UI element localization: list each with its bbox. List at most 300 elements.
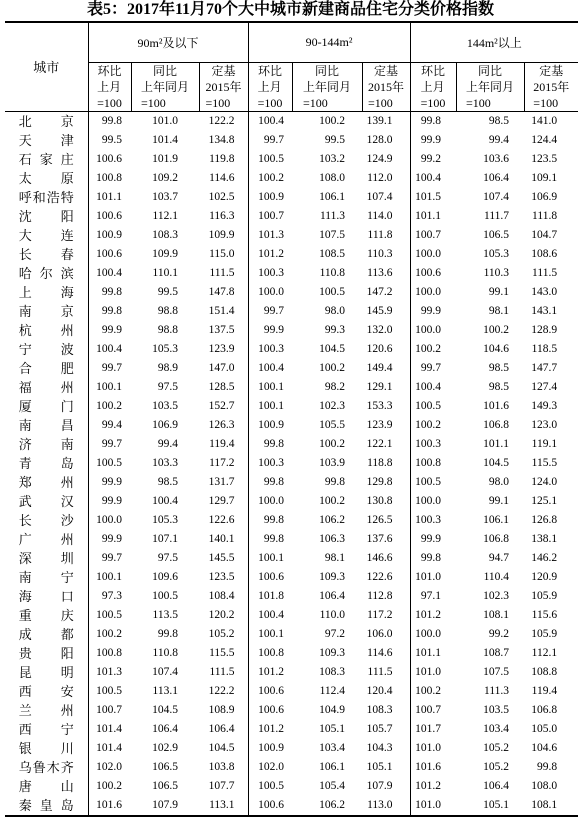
value-90-144-mom: 100.1 (248, 397, 292, 416)
city-name: 济南 (18, 436, 74, 452)
value-144-above-mom: 101.5 (410, 188, 456, 207)
value-144-above-yoy: 105.2 (483, 741, 510, 754)
city-name: 青岛 (18, 455, 74, 471)
city-name: 南昌 (18, 417, 74, 433)
value-90-144-fixed-base: 129.8 (366, 475, 393, 488)
value-144-above-fixed-base: 138.1 (531, 532, 558, 545)
city-cell (5, 796, 88, 816)
value-90-below-fixed-base: 115.5 (209, 646, 235, 659)
value-90-144-fixed-base: 105.7 (366, 722, 393, 735)
value-144-above-yoy: 98.1 (488, 304, 510, 317)
city-name: 太原 (18, 170, 74, 186)
value-90-below-yoy: 113.1 (152, 684, 178, 697)
value-144-above-mom: 101.1 (410, 207, 456, 226)
value-90-below-yoy: 106.4 (152, 722, 178, 735)
value-90-below-yoy: 101.4 (152, 133, 178, 146)
city-cell (5, 359, 88, 378)
city-name: 银川 (18, 740, 74, 756)
value-144-above-yoy: 98.5 (488, 361, 510, 374)
value-90-below-mom: 99.9 (88, 530, 131, 549)
city-cell (5, 378, 88, 397)
city-cell (5, 587, 88, 606)
city-cell (5, 454, 88, 473)
value-144-above-fixed-base: 105.9 (531, 627, 558, 640)
table-row (5, 454, 578, 473)
value-144-above-mom: 100.0 (410, 245, 456, 264)
value-144-above-yoy: 102.3 (483, 589, 510, 602)
city-name: 哈尔滨 (18, 265, 74, 281)
value-90-below-fixed-base: 122.2 (208, 684, 235, 697)
city-name: 昆明 (18, 664, 74, 680)
value-90-below-yoy: 99.5 (157, 285, 178, 298)
value-144-above-mom: 97.1 (410, 587, 456, 606)
value-90-below-yoy: 104.5 (152, 703, 178, 716)
group-header-90-below: 90m²及以下 (88, 22, 248, 62)
city-name: 呼和浩特 (18, 189, 74, 205)
table-row (5, 625, 578, 644)
value-90-below-yoy: 100.5 (152, 589, 178, 602)
value-90-below-fixed-base: 120.2 (208, 608, 235, 621)
value-144-above-mom: 99.7 (410, 359, 456, 378)
value-90-144-fixed-base: 124.9 (366, 152, 393, 165)
value-90-144-fixed-base: 114.6 (367, 646, 393, 659)
value-144-above-mom: 100.5 (410, 397, 456, 416)
value-90-144-yoy: 108.3 (319, 665, 346, 678)
value-90-144-yoy: 110.8 (319, 266, 346, 279)
city-name: 兰州 (18, 702, 74, 718)
value-144-above-fixed-base: 106.8 (531, 703, 558, 716)
table-row (5, 549, 578, 568)
value-90-144-fixed-base: 107.9 (366, 779, 393, 792)
city-cell (5, 302, 88, 321)
value-90-144-fixed-base: 110.3 (367, 247, 393, 260)
value-144-above-mom: 100.8 (410, 454, 456, 473)
value-144-above-mom: 100.4 (410, 169, 456, 188)
city-name: 贵阳 (18, 645, 74, 661)
value-90-144-fixed-base: 145.9 (366, 304, 393, 317)
subheader-90-below-fixed-base (199, 62, 248, 111)
value-90-below-fixed-base: 106.4 (208, 722, 235, 735)
subheader-label: 定基 (211, 63, 236, 78)
table-row (5, 663, 578, 682)
city-cell (5, 416, 88, 435)
value-90-below-yoy: 98.5 (157, 475, 178, 488)
value-90-below-yoy: 105.3 (152, 342, 178, 355)
subheader-label: 环比 (421, 63, 446, 78)
subheader-label: 同比 (315, 63, 340, 78)
value-144-above-yoy: 106.4 (483, 171, 510, 184)
base-period-line: 上年同月 (466, 79, 515, 94)
value-90-below-fixed-base: 108.4 (208, 589, 235, 602)
value-90-144-fixed-base: 105.1 (366, 760, 393, 773)
value-144-above-yoy: 106.1 (483, 513, 510, 526)
value-90-144-mom: 100.9 (248, 416, 292, 435)
value-90-below-mom: 100.6 (88, 150, 131, 169)
value-144-above-mom: 101.7 (410, 720, 456, 739)
base-period-line: 2015年 (205, 79, 242, 94)
value-90-144-fixed-base: 147.2 (366, 285, 393, 298)
value-90-below-mom: 100.2 (88, 625, 131, 644)
value-144-above-fixed-base: 119.1 (531, 437, 558, 450)
table-row (5, 606, 578, 625)
value-144-above-fixed-base: 124.4 (531, 133, 558, 146)
base-period-label (303, 79, 351, 111)
value-90-144-fixed-base: 153.3 (366, 399, 393, 412)
value-144-above-fixed-base: 108.0 (531, 779, 558, 792)
table-row (5, 758, 578, 777)
city-cell (5, 720, 88, 739)
value-144-above-fixed-base: 147.7 (531, 361, 558, 374)
value-90-144-fixed-base: 113.0 (367, 798, 393, 811)
value-90-below-yoy: 103.5 (152, 399, 178, 412)
value-90-below-fixed-base: 104.5 (208, 741, 235, 754)
value-90-below-fixed-base: 111.5 (209, 266, 235, 279)
value-90-below-fixed-base: 113.1 (209, 798, 235, 811)
value-144-above-mom: 101.2 (410, 606, 456, 625)
value-144-above-fixed-base: 124.0 (531, 475, 558, 488)
value-90-144-yoy: 112.4 (319, 684, 346, 697)
value-144-above-fixed-base: 108.8 (531, 665, 558, 678)
value-90-144-mom: 99.8 (248, 435, 292, 454)
base-period-line: =100 (140, 95, 166, 110)
value-90-below-mom: 100.6 (88, 207, 131, 226)
value-144-above-yoy: 104.6 (483, 342, 510, 355)
value-144-above-yoy: 103.5 (483, 703, 510, 716)
value-144-above-mom: 101.6 (410, 758, 456, 777)
value-90-below-yoy: 107.9 (152, 798, 178, 811)
value-90-below-mom: 100.6 (88, 245, 131, 264)
city-name: 宁波 (18, 341, 74, 357)
value-90-below-mom: 101.6 (88, 796, 131, 816)
value-144-above-fixed-base: 128.9 (531, 323, 558, 336)
value-90-144-yoy: 106.4 (319, 589, 346, 602)
table-header (5, 22, 578, 111)
value-90-144-yoy: 100.2 (319, 114, 346, 127)
value-144-above-mom: 100.3 (410, 435, 456, 454)
value-90-below-fixed-base: 107.7 (208, 779, 235, 792)
value-144-above-fixed-base: 123.5 (531, 152, 558, 165)
base-period-label (141, 79, 189, 111)
table-body (5, 111, 578, 816)
value-90-below-yoy: 102.9 (152, 741, 178, 754)
value-90-144-yoy: 105.5 (319, 418, 346, 431)
city-name: 长春 (18, 246, 74, 262)
value-144-above-fixed-base: 104.6 (531, 741, 558, 754)
value-90-144-yoy: 104.5 (319, 342, 346, 355)
city-name: 郑州 (18, 474, 74, 490)
value-90-below-mom: 99.8 (88, 111, 131, 131)
value-90-below-mom: 100.1 (88, 568, 131, 587)
value-90-below-fixed-base: 119.8 (209, 152, 235, 165)
base-period-line: 上年同月 (303, 79, 352, 94)
subheader-label: 定基 (539, 63, 564, 78)
value-144-above-yoy: 99.1 (488, 285, 510, 298)
value-90-below-mom: 99.7 (88, 359, 131, 378)
value-90-144-yoy: 109.3 (319, 646, 346, 659)
value-90-144-mom: 100.6 (248, 701, 292, 720)
value-144-above-fixed-base: 126.8 (531, 513, 558, 526)
value-90-below-yoy: 98.9 (157, 361, 178, 374)
value-90-below-fixed-base: 117.2 (209, 456, 235, 469)
value-144-above-fixed-base: 143.1 (531, 304, 558, 317)
subheader-label: 同比 (478, 63, 503, 78)
city-name: 合肥 (18, 360, 74, 376)
value-90-144-fixed-base: 111.8 (367, 228, 393, 241)
city-name: 南宁 (18, 569, 74, 585)
city-name: 南京 (18, 303, 74, 319)
table-row (5, 473, 578, 492)
value-90-below-fixed-base: 147.0 (208, 361, 235, 374)
table-row (5, 739, 578, 758)
value-90-below-yoy: 101.0 (152, 114, 178, 127)
base-period-label (206, 79, 242, 111)
city-name: 天津 (18, 132, 74, 148)
group-header-90-144: 90-144m² (248, 22, 410, 62)
value-90-144-yoy: 99.5 (324, 133, 346, 146)
value-90-below-yoy: 108.3 (152, 228, 178, 241)
value-144-above-yoy: 106.8 (483, 532, 510, 545)
value-144-above-yoy: 111.7 (484, 209, 510, 222)
value-90-144-mom: 100.1 (248, 549, 292, 568)
value-90-144-yoy: 106.3 (319, 532, 346, 545)
base-period-label (533, 79, 569, 111)
value-90-144-yoy: 106.2 (319, 798, 346, 811)
value-144-above-mom: 100.0 (410, 283, 456, 302)
value-90-144-mom: 101.2 (248, 245, 292, 264)
value-90-below-yoy: 103.3 (152, 456, 178, 469)
value-90-below-mom: 99.8 (88, 283, 131, 302)
value-90-144-yoy: 108.5 (319, 247, 346, 260)
value-90-144-yoy: 111.3 (319, 209, 346, 222)
value-90-below-mom: 99.9 (88, 473, 131, 492)
value-90-144-yoy: 103.4 (319, 741, 346, 754)
city-name: 武汉 (18, 493, 74, 509)
value-144-above-yoy: 111.3 (484, 684, 510, 697)
value-90-144-yoy: 98.0 (324, 304, 346, 317)
value-90-144-fixed-base: 112.0 (367, 171, 393, 184)
value-144-above-yoy: 106.8 (483, 418, 510, 431)
value-144-above-fixed-base: 115.6 (531, 608, 558, 621)
city-name: 西安 (18, 683, 74, 699)
price-index-table (5, 21, 578, 817)
value-90-144-yoy: 98.2 (324, 380, 346, 393)
value-90-144-fixed-base: 123.9 (366, 418, 393, 431)
value-90-below-fixed-base: 128.5 (208, 380, 235, 393)
value-90-below-fixed-base: 116.3 (209, 209, 235, 222)
subheader-90-below-yoy (131, 62, 199, 111)
city-cell (5, 606, 88, 625)
group-header-row (5, 22, 578, 62)
value-90-below-mom: 99.7 (88, 549, 131, 568)
value-90-144-fixed-base: 108.3 (366, 703, 393, 716)
base-period-line: 上月 (97, 79, 122, 94)
value-90-below-yoy: 98.8 (157, 323, 178, 336)
value-90-144-yoy: 110.0 (319, 608, 346, 621)
base-period-label (258, 79, 283, 111)
base-period-line: 上月 (420, 79, 445, 94)
city-cell (5, 283, 88, 302)
value-90-below-mom: 101.1 (88, 188, 131, 207)
value-144-above-mom: 101.2 (410, 777, 456, 796)
table-row (5, 111, 578, 131)
value-90-144-mom: 101.8 (248, 587, 292, 606)
value-90-below-yoy: 105.3 (152, 513, 178, 526)
value-90-144-yoy: 103.2 (319, 152, 346, 165)
value-144-above-yoy: 110.4 (483, 570, 510, 583)
city-cell (5, 435, 88, 454)
value-144-above-fixed-base: 111.8 (532, 209, 558, 222)
value-90-below-mom: 102.0 (88, 758, 131, 777)
value-90-144-mom: 101.2 (248, 663, 292, 682)
value-90-below-mom: 100.4 (88, 264, 131, 283)
value-90-144-fixed-base: 137.6 (366, 532, 393, 545)
city-name: 秦皇岛 (18, 797, 74, 813)
city-cell (5, 568, 88, 587)
value-90-144-yoy: 106.1 (319, 190, 346, 203)
value-144-above-yoy: 100.2 (483, 323, 510, 336)
city-cell (5, 682, 88, 701)
subheader-label: 环比 (258, 63, 283, 78)
value-144-above-yoy: 103.6 (483, 152, 510, 165)
value-144-above-fixed-base: 125.1 (531, 494, 558, 507)
value-144-above-mom: 100.7 (410, 226, 456, 245)
value-144-above-fixed-base: 115.5 (531, 456, 558, 469)
value-144-above-yoy: 98.5 (488, 380, 510, 393)
value-90-below-mom: 100.2 (88, 777, 131, 796)
value-90-below-yoy: 106.5 (152, 760, 178, 773)
base-period-line: =100 (257, 95, 283, 110)
subheader-90-144-fixed-base (362, 62, 410, 111)
table-title: 表5：2017年11月70个大中城市新建商品住宅分类价格指数 (86, 1, 495, 18)
base-period-line: =100 (420, 95, 446, 110)
value-90-below-fixed-base: 137.5 (208, 323, 235, 336)
city-cell (5, 739, 88, 758)
base-period-line: =100 (533, 95, 559, 110)
value-90-below-yoy: 110.8 (152, 646, 178, 659)
value-90-144-fixed-base: 132.0 (366, 323, 393, 336)
city-cell (5, 131, 88, 150)
value-90-below-mom: 101.4 (88, 720, 131, 739)
value-90-below-yoy: 112.1 (152, 209, 178, 222)
value-90-144-fixed-base: 117.2 (367, 608, 393, 621)
value-90-below-mom: 100.2 (88, 397, 131, 416)
value-90-144-fixed-base: 113.6 (367, 266, 393, 279)
table-row (5, 777, 578, 796)
table-row (5, 397, 578, 416)
subheader-144-above-fixed-base (524, 62, 578, 111)
city-name: 成都 (18, 626, 74, 642)
value-144-above-mom: 101.0 (410, 568, 456, 587)
value-90-below-fixed-base: 114.6 (209, 171, 235, 184)
value-144-above-mom: 100.7 (410, 701, 456, 720)
subheader-90-144-yoy (292, 62, 362, 111)
value-90-144-fixed-base: 126.5 (366, 513, 393, 526)
value-144-above-mom: 100.5 (410, 473, 456, 492)
city-cell (5, 625, 88, 644)
value-90-below-fixed-base: 126.3 (208, 418, 235, 431)
table-row (5, 226, 578, 245)
city-name: 深圳 (18, 550, 74, 566)
value-90-below-mom: 100.8 (88, 644, 131, 663)
value-90-144-fixed-base: 118.8 (367, 456, 393, 469)
city-cell (5, 701, 88, 720)
value-90-144-mom: 100.1 (248, 378, 292, 397)
subheader-label: 同比 (152, 63, 177, 78)
city-cell (5, 245, 88, 264)
value-90-144-fixed-base: 146.6 (366, 551, 393, 564)
value-90-below-fixed-base: 145.5 (208, 551, 235, 564)
base-period-line: 上年同月 (140, 79, 189, 94)
value-90-144-mom: 100.6 (248, 796, 292, 816)
subheader-144-above-mom (410, 62, 456, 111)
value-144-above-fixed-base: 106.9 (531, 190, 558, 203)
base-period-line: 上月 (257, 79, 282, 94)
value-144-above-mom: 100.0 (410, 492, 456, 511)
city-cell (5, 321, 88, 340)
value-90-144-mom: 100.3 (248, 264, 292, 283)
value-144-above-yoy: 101.6 (483, 399, 510, 412)
value-90-below-fixed-base: 129.7 (208, 494, 235, 507)
value-144-above-fixed-base: 105.9 (531, 589, 558, 602)
value-90-below-fixed-base: 134.8 (208, 133, 235, 146)
city-name: 上海 (18, 284, 74, 300)
value-144-above-mom: 99.8 (410, 549, 456, 568)
value-90-below-yoy: 113.5 (152, 608, 178, 621)
value-144-above-mom: 100.0 (410, 321, 456, 340)
value-144-above-yoy: 106.4 (483, 779, 510, 792)
value-144-above-mom: 99.9 (410, 131, 456, 150)
city-cell (5, 207, 88, 226)
table-row (5, 511, 578, 530)
value-90-below-mom: 100.5 (88, 682, 131, 701)
subheader-row (5, 62, 578, 111)
city-cell (5, 340, 88, 359)
value-90-below-mom: 99.9 (88, 321, 131, 340)
table-row (5, 568, 578, 587)
city-cell (5, 758, 88, 777)
subheader-label: 环比 (97, 63, 122, 78)
value-144-above-yoy: 110.3 (483, 266, 510, 279)
value-90-below-fixed-base: 103.8 (208, 760, 235, 773)
value-90-below-yoy: 97.5 (157, 380, 178, 393)
value-90-below-mom: 100.7 (88, 701, 131, 720)
value-90-144-mom: 100.2 (248, 169, 292, 188)
table-row (5, 682, 578, 701)
value-90-below-fixed-base: 115.0 (209, 247, 235, 260)
value-144-above-mom: 100.4 (410, 378, 456, 397)
city-name: 乌鲁木齐 (18, 759, 74, 775)
value-90-144-fixed-base: 130.8 (366, 494, 393, 507)
city-cell (5, 530, 88, 549)
value-144-above-mom: 100.0 (410, 625, 456, 644)
value-90-144-fixed-base: 104.3 (366, 741, 393, 754)
value-90-below-fixed-base: 131.7 (208, 475, 235, 488)
city-column-header: 城市 (5, 22, 88, 111)
city-cell (5, 169, 88, 188)
value-90-144-fixed-base: 114.0 (367, 209, 393, 222)
city-cell (5, 397, 88, 416)
city-cell (5, 549, 88, 568)
subheader-90-below-mom (88, 62, 131, 111)
table-row (5, 359, 578, 378)
table-row (5, 264, 578, 283)
value-144-above-fixed-base: 108.1 (531, 798, 558, 811)
value-144-above-mom: 100.2 (410, 340, 456, 359)
value-90-144-fixed-base: 120.4 (366, 684, 393, 697)
value-144-above-yoy: 106.5 (483, 228, 510, 241)
value-90-144-fixed-base: 122.6 (366, 570, 393, 583)
value-144-above-yoy: 99.4 (488, 133, 510, 146)
